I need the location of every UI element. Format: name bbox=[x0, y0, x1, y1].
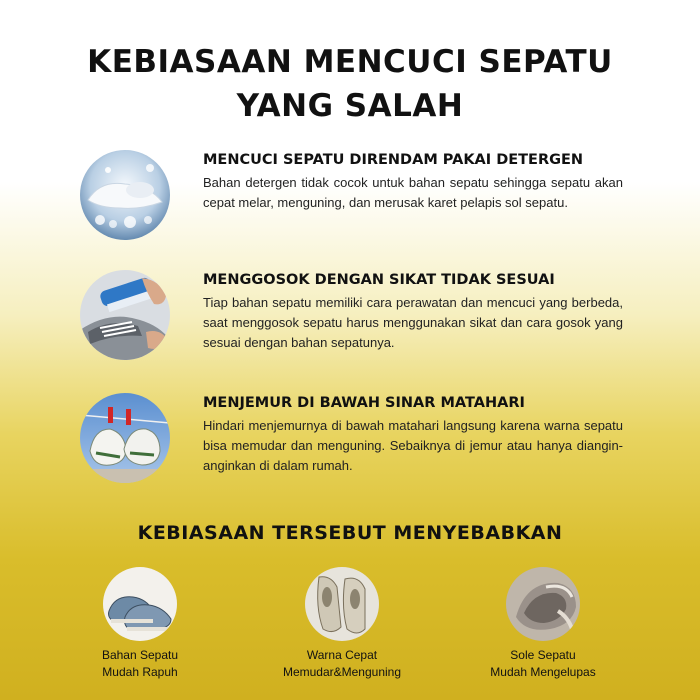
habit-description: Tiap bahan sepatu memiliki cara perawatan dan mencuci yang berbeda, saat menggosok sepatu harus menggunakan sikat dan cara gosok yang sesuai dengan bahan sepatunya. bbox=[203, 295, 623, 350]
habit-description: Hindari menjemurnya di bawah matahari langsung karena warna sepatu bisa memudar dan menguning. Sebaiknya di jemur atau hanya diangin-anginkan di dalam rumah. bbox=[203, 418, 623, 473]
effect-label-line-1: Bahan Sepatu bbox=[101, 648, 179, 662]
effect-label bbox=[257, 647, 427, 681]
detergen-soak-photo bbox=[80, 150, 170, 240]
habit-item-brushing bbox=[80, 270, 625, 370]
effect-label-line-2: Mudah Rapuh bbox=[102, 665, 178, 679]
habit-heading: MENJEMUR DI BAWAH SINAR MATAHARI bbox=[203, 395, 525, 411]
effect-label-line-2: Memudar&Menguning bbox=[282, 665, 402, 679]
worn-sneakers-photo bbox=[103, 567, 177, 641]
effect-item-fragile bbox=[55, 567, 225, 681]
brushing-shoe-photo bbox=[80, 270, 170, 360]
peeling-sole-photo bbox=[506, 567, 580, 641]
effect-label-line-2: Mudah Mengelupas bbox=[490, 665, 596, 679]
sun-drying-shoes-photo bbox=[80, 393, 170, 483]
faded-shoes-photo bbox=[305, 567, 379, 641]
page-title bbox=[0, 40, 700, 128]
effect-label bbox=[55, 647, 225, 681]
effect-label bbox=[458, 647, 628, 681]
habit-description: Bahan detergen tidak cocok untuk bahan sepatu sehingga sepatu akan cepat melar, menguning, dan merusak karet pelapis sol sepatu. bbox=[203, 175, 623, 210]
habit-item-sun-drying bbox=[80, 393, 625, 493]
effect-label-line-1: Sole Sepatu bbox=[510, 648, 576, 662]
effect-item-faded bbox=[257, 567, 427, 681]
habit-item-detergen bbox=[80, 150, 625, 250]
effect-item-peeling-sole bbox=[458, 567, 628, 681]
title-line-2: YANG SALAH bbox=[236, 88, 464, 124]
habit-heading: MENCUCI SEPATU DIRENDAM PAKAI DETERGEN bbox=[203, 152, 584, 168]
habit-heading: MENGGOSOK DENGAN SIKAT TIDAK SESUAI bbox=[203, 272, 555, 288]
title-line-1: KEBIASAAN MENCUCI SEPATU bbox=[87, 44, 613, 80]
effect-label-line-1: Warna Cepat bbox=[306, 648, 378, 662]
effects-heading: KEBIASAAN TERSEBUT MENYEBABKAN bbox=[137, 522, 563, 544]
